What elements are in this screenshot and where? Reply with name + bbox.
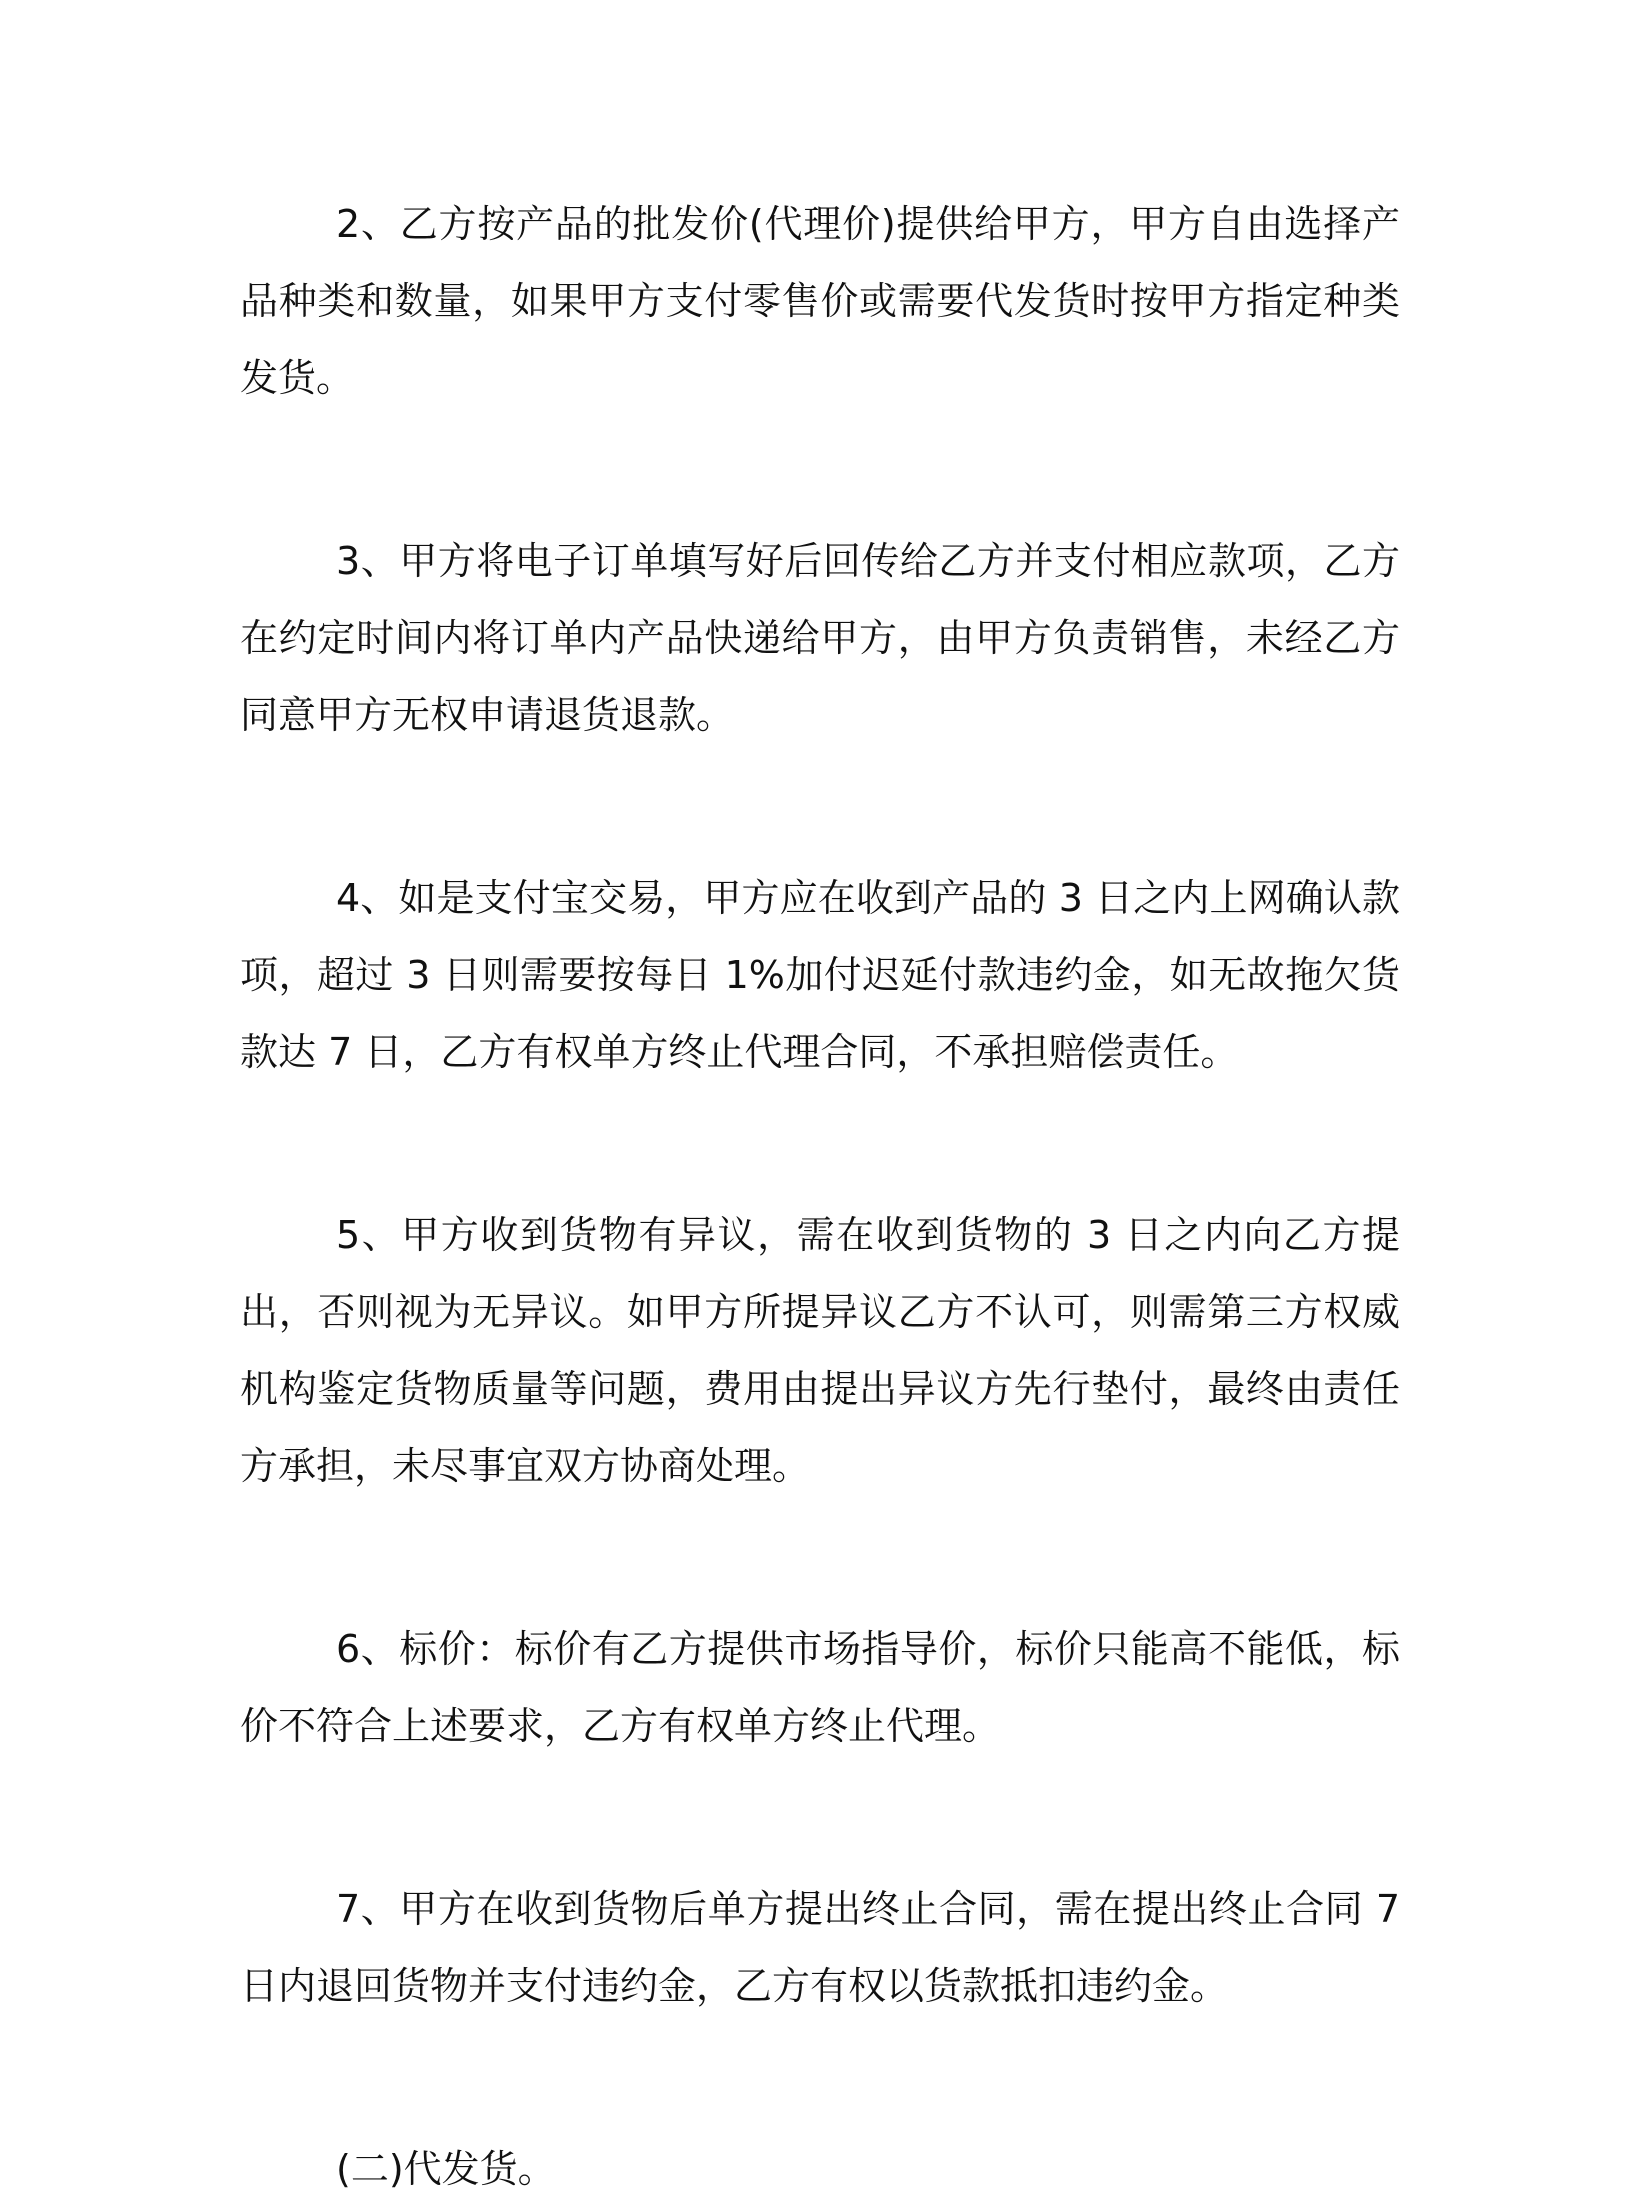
document-body [240, 186, 1400, 2208]
clause-7-paragraph: 7、甲方在收到货物后单方提出终止合同，需在提出终止合同 7 日内退回货物并支付违约金，乙方有权以货款抵扣违约金。 [240, 1887, 1400, 2008]
clause-6-paragraph: 6、标价：标价有乙方提供市场指导价，标价只能高不能低，标价不符合上述要求，乙方有权单方终止代理。 [240, 1627, 1400, 1748]
section-2-heading: (二)代发货。 [336, 2147, 556, 2191]
clause-3-paragraph: 3、甲方将电子订单填写好后回传给乙方并支付相应款项，乙方在约定时间内将订单内产品快递给甲方，由甲方负责销售，未经乙方同意甲方无权申请退货退款。 [240, 539, 1400, 737]
clause-2-paragraph: 2、乙方按产品的批发价(代理价)提供给甲方，甲方自由选择产品种类和数量，如果甲方支付零售价或需要代发货时按甲方指定种类发货。 [240, 202, 1400, 400]
clause-5-paragraph: 5、甲方收到货物有异议，需在收到货物的 3 日之内向乙方提出，否则视为无异议。如甲方所提异议乙方不认可，则需第三方权威机构鉴定货物质量等问题，费用由提出异议方先行垫付，最终由责任方承担，未尽事宜双方协商处理。 [240, 1213, 1400, 1488]
clause-4-paragraph: 4、如是支付宝交易，甲方应在收到产品的 3 日之内上网确认款项，超过 3 日则需要按每日 1%加付迟延付款违约金，如无故拖欠货款达 7 日，乙方有权单方终止代理合同，不承担赔偿责任。 [240, 876, 1400, 1074]
